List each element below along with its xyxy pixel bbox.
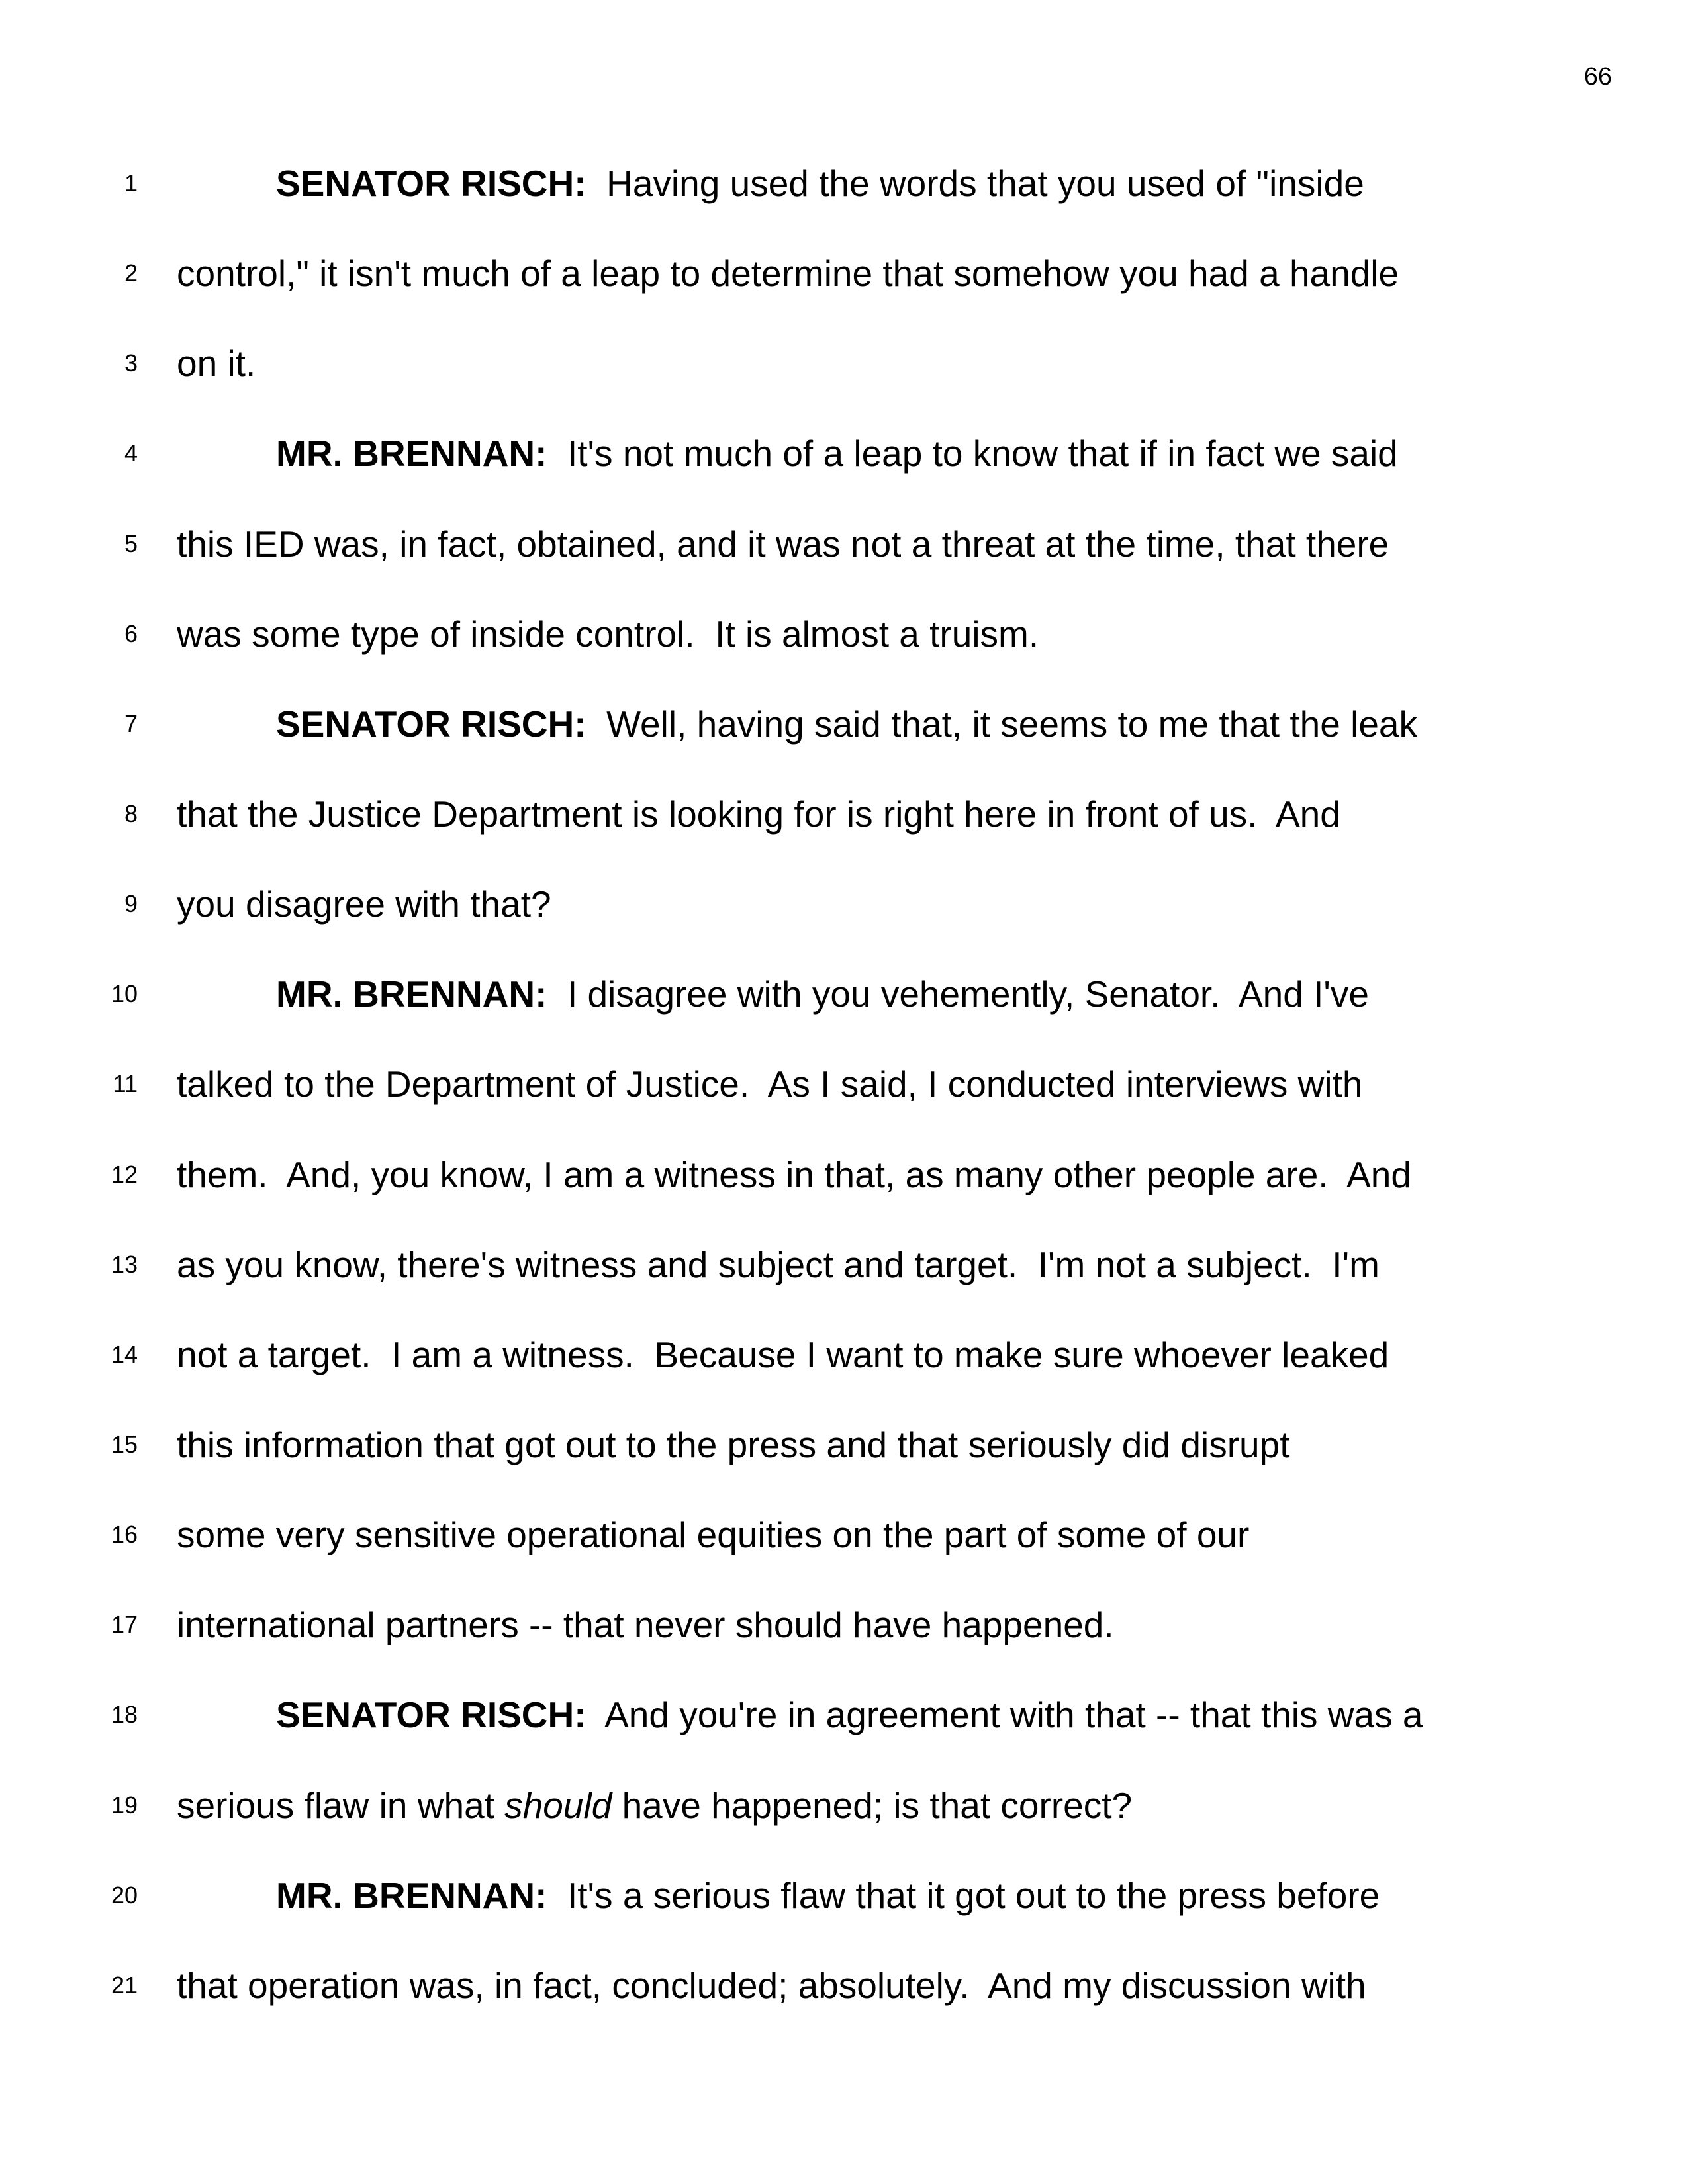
transcript-line <box>0 1039 1688 1129</box>
text-segment: international partners -- that never should have happened. <box>177 1604 1114 1646</box>
line-number: 16 <box>111 1521 138 1549</box>
line-number: 19 <box>111 1791 138 1819</box>
line-text <box>276 1670 1423 1760</box>
line-text <box>177 1490 1249 1580</box>
transcript-line <box>0 1490 1688 1580</box>
line-text <box>177 1220 1380 1310</box>
transcript-line <box>0 1760 1688 1850</box>
line-text <box>177 1940 1366 2030</box>
transcript-line <box>0 228 1688 318</box>
speaker-name: MR. BRENNAN: <box>276 433 547 475</box>
text-segment: I disagree with you vehemently, Senator. And I've <box>547 974 1370 1015</box>
line-text <box>177 769 1340 859</box>
text-segment: Well, having said that, it seems to me that the leak <box>586 703 1418 745</box>
line-text <box>177 1760 1132 1850</box>
transcript-line <box>0 318 1688 408</box>
transcript-line <box>0 1130 1688 1220</box>
text-segment: some very sensitive operational equities on the part of some of our <box>177 1514 1250 1556</box>
transcript-line <box>0 679 1688 769</box>
line-number: 12 <box>111 1160 138 1188</box>
line-number: 8 <box>124 799 138 827</box>
emphasis-text: should <box>504 1784 612 1826</box>
line-text <box>177 499 1389 589</box>
line-number: 14 <box>111 1340 138 1368</box>
line-number: 20 <box>111 1881 138 1909</box>
transcript-line <box>0 1220 1688 1310</box>
line-number: 17 <box>111 1611 138 1639</box>
line-number: 2 <box>124 259 138 287</box>
line-text <box>177 318 256 408</box>
text-segment: that the Justice Department is looking for is right here in front of us. And <box>177 793 1340 835</box>
speaker-name: MR. BRENNAN: <box>276 1874 547 1916</box>
text-segment: Having used the words that you used of "inside <box>586 163 1364 204</box>
text-segment: was some type of inside control. It is almost a truism. <box>177 613 1039 655</box>
text-segment: It's a serious flaw that it got out to the press before <box>547 1874 1380 1916</box>
text-segment: And you're in agreement with that -- that this was a <box>586 1694 1423 1736</box>
speaker-name: SENATOR RISCH: <box>276 163 586 204</box>
text-segment: this IED was, in fact, obtained, and it was not a threat at the time, that there <box>177 523 1389 565</box>
line-number: 18 <box>111 1701 138 1729</box>
transcript-line <box>0 499 1688 589</box>
text-segment: serious flaw in what <box>177 1784 505 1826</box>
speaker-name: MR. BRENNAN: <box>276 974 547 1015</box>
text-segment: It's not much of a leap to know that if in fact we said <box>547 433 1398 475</box>
transcript-line <box>0 1310 1688 1400</box>
transcript-line <box>0 1850 1688 1940</box>
line-text <box>177 859 551 949</box>
line-number: 11 <box>113 1070 138 1098</box>
line-number: 5 <box>124 529 138 557</box>
text-segment: you disagree with that? <box>177 884 551 925</box>
line-text <box>276 408 1398 498</box>
speaker-name: SENATOR RISCH: <box>276 1694 586 1736</box>
line-text <box>177 1310 1389 1400</box>
line-text <box>276 949 1369 1039</box>
line-number: 3 <box>124 349 138 377</box>
text-segment: on it. <box>177 343 256 385</box>
transcript-line <box>0 1940 1688 2030</box>
line-text <box>177 589 1039 679</box>
text-segment: this information that got out to the press and that seriously did disrupt <box>177 1424 1290 1465</box>
line-text <box>177 1580 1114 1670</box>
text-segment: control," it isn't much of a leap to determine that somehow you had a handle <box>177 253 1399 295</box>
line-text <box>276 138 1364 228</box>
text-segment: as you know, there's witness and subject and target. I'm not a subject. I'm <box>177 1244 1380 1285</box>
transcript-line <box>0 949 1688 1039</box>
text-segment: them. And, you know, I am a witness in that, as many other people are. And <box>177 1154 1411 1195</box>
line-number: 10 <box>111 980 138 1008</box>
line-number: 21 <box>111 1971 138 1999</box>
transcript-line <box>0 589 1688 679</box>
transcript-line <box>0 859 1688 949</box>
transcript-line <box>0 1670 1688 1760</box>
line-number: 9 <box>124 890 138 918</box>
line-number: 13 <box>111 1250 138 1278</box>
line-number: 15 <box>111 1430 138 1458</box>
line-text <box>177 1400 1290 1490</box>
line-text <box>276 679 1417 769</box>
transcript-line <box>0 1400 1688 1490</box>
line-number: 7 <box>124 709 138 737</box>
transcript-line <box>0 138 1688 228</box>
text-segment: that operation was, in fact, concluded; absolutely. And my discussion with <box>177 1964 1366 2006</box>
transcript-line <box>0 1580 1688 1670</box>
line-text <box>177 1130 1411 1220</box>
speaker-name: SENATOR RISCH: <box>276 703 586 745</box>
text-segment: have happened; is that correct? <box>612 1784 1133 1826</box>
line-number: 6 <box>124 619 138 647</box>
line-text <box>177 1039 1362 1129</box>
line-number: 1 <box>124 169 138 197</box>
transcript-line <box>0 769 1688 859</box>
text-segment: not a target. I am a witness. Because I want to make sure whoever leaked <box>177 1334 1389 1375</box>
text-segment: talked to the Department of Justice. As I said, I conducted interviews with <box>177 1064 1363 1105</box>
transcript-body <box>0 138 1688 2030</box>
transcript-line <box>0 408 1688 498</box>
line-text <box>177 228 1399 318</box>
line-text <box>276 1850 1380 1940</box>
page-number: 66 <box>1583 63 1612 91</box>
line-number: 4 <box>124 439 138 467</box>
